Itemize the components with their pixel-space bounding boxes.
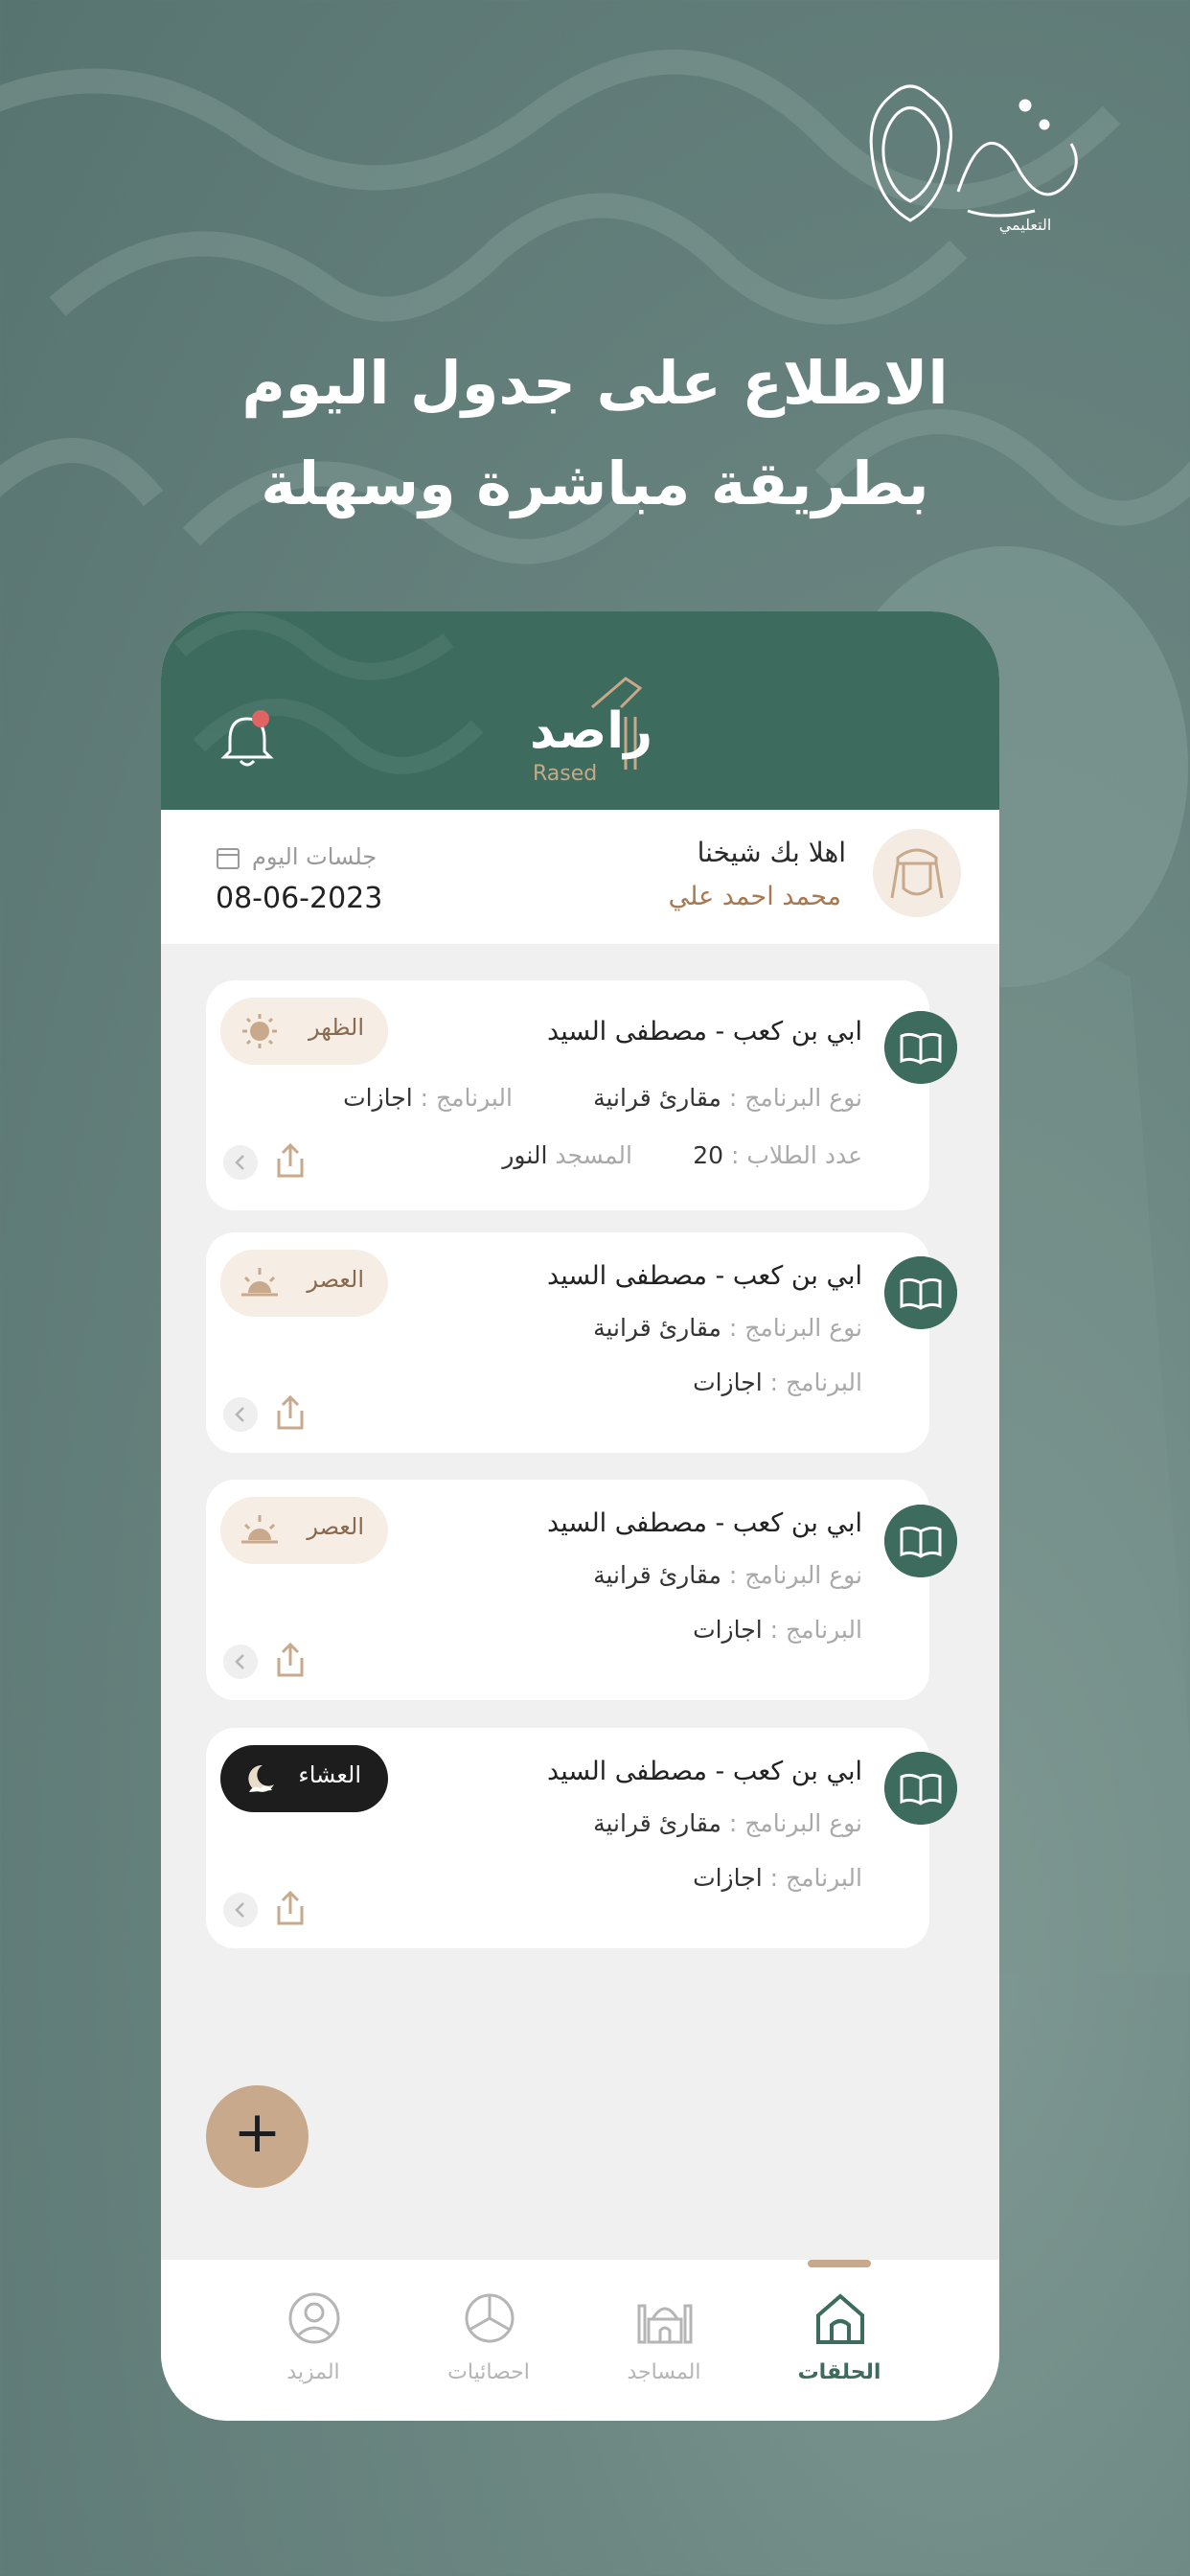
students-label: عدد الطلاب [746, 1141, 862, 1169]
program-value: اجازات [693, 1616, 763, 1644]
app-logo-arabic: راصد [530, 702, 653, 760]
book-icon [884, 1011, 957, 1084]
card-title: ابي بن كعب - مصطفى السيد [547, 1508, 862, 1538]
sunset-icon [240, 1264, 280, 1302]
nav-item-more[interactable] [241, 2288, 385, 2394]
nav-label: المساجد [627, 2360, 701, 2384]
prayer-time-label: العصر [307, 1513, 364, 1540]
prayer-time-chip[interactable] [220, 998, 388, 1065]
app-header [161, 611, 999, 810]
separator: : [728, 1084, 738, 1112]
card-title: ابي بن كعب - مصطفى السيد [547, 1261, 862, 1291]
session-card[interactable] [206, 1232, 929, 1453]
notification-dot [252, 710, 269, 727]
pie-chart-icon [460, 2288, 519, 2348]
separator: : [730, 1141, 740, 1169]
nav-label: الحلقات [797, 2360, 881, 2384]
session-card[interactable] [206, 1480, 929, 1700]
program-label: البرنامج [785, 1368, 862, 1396]
nav-label: احصائيات [447, 2360, 530, 2384]
sunset-icon [240, 1511, 280, 1550]
prayer-time-label: العصر [307, 1266, 364, 1293]
program-value: اجازات [343, 1084, 413, 1112]
type-label: نوع البرنامج [744, 1809, 862, 1837]
nav-item-mosques[interactable] [592, 2288, 736, 2394]
sessions-date: 08-06-2023 [216, 882, 383, 915]
add-session-button[interactable] [206, 2085, 309, 2188]
sun-icon [240, 1012, 280, 1050]
plus-icon: + [233, 2099, 282, 2166]
user-circle-icon [285, 2288, 344, 2348]
moon-icon [240, 1760, 280, 1798]
greeting-text: اهلا بك شيخنا [697, 837, 846, 868]
user-name: محمد احمد علي [668, 882, 841, 911]
phone-mockup [161, 611, 999, 2421]
separator: : [769, 1616, 779, 1644]
chevron-left-icon[interactable] [223, 1397, 258, 1432]
prayer-time-chip[interactable] [220, 1745, 388, 1812]
type-value: مقارئ قرانية [593, 1314, 721, 1342]
calendar-icon [216, 845, 240, 870]
prayer-time-chip[interactable] [220, 1497, 388, 1564]
headline-line-1: الاطلاع على جدول اليوم [241, 348, 949, 418]
share-icon[interactable] [273, 1141, 308, 1180]
home-icon [811, 2288, 870, 2348]
mosque-value: النور [502, 1141, 548, 1169]
prayer-time-label: الظهر [309, 1014, 364, 1041]
card-title: ابي بن كعب - مصطفى السيد [547, 1757, 862, 1786]
share-icon[interactable] [273, 1889, 308, 1927]
sessions-label: جلسات اليوم [252, 843, 378, 870]
type-value: مقارئ قرانية [593, 1084, 721, 1112]
nav-item-circles[interactable] [767, 2288, 911, 2394]
brand-logo [853, 67, 1092, 249]
nav-label: المزيد [286, 2360, 340, 2384]
type-value: مقارئ قرانية [593, 1561, 721, 1589]
session-card[interactable] [206, 1728, 929, 1948]
mosque-label: المسجد [555, 1141, 632, 1169]
program-label: البرنامج [435, 1084, 513, 1112]
type-label: نوع البرنامج [744, 1561, 862, 1589]
separator: : [728, 1809, 738, 1837]
program-value: اجازات [693, 1864, 763, 1892]
bottom-nav [161, 2260, 999, 2421]
prayer-time-label: العشاء [298, 1761, 361, 1788]
separator: : [420, 1084, 429, 1112]
chevron-left-icon[interactable] [223, 1644, 258, 1679]
type-label: نوع البرنامج [744, 1084, 862, 1112]
notification-bell-icon[interactable] [218, 707, 276, 774]
type-label: نوع البرنامج [744, 1314, 862, 1342]
program-label: البرنامج [785, 1864, 862, 1892]
card-title: ابي بن كعب - مصطفى السيد [547, 1017, 862, 1046]
prayer-time-chip[interactable] [220, 1250, 388, 1317]
separator: : [769, 1864, 779, 1892]
nav-item-statistics[interactable] [417, 2288, 561, 2394]
separator: : [769, 1368, 779, 1396]
nav-active-indicator [808, 2260, 871, 2267]
separator: : [728, 1314, 738, 1342]
share-icon[interactable] [273, 1393, 308, 1432]
program-value: اجازات [693, 1368, 763, 1396]
mosque-icon [635, 2288, 695, 2348]
session-card[interactable] [206, 980, 929, 1210]
welcome-panel [161, 810, 999, 944]
program-label: البرنامج [785, 1616, 862, 1644]
type-value: مقارئ قرانية [593, 1809, 721, 1837]
svg-text:التعليمي: التعليمي [998, 216, 1052, 234]
book-icon [884, 1752, 957, 1825]
share-icon[interactable] [273, 1641, 308, 1679]
students-value: 20 [693, 1141, 723, 1169]
book-icon [884, 1505, 957, 1577]
chevron-left-icon[interactable] [223, 1893, 258, 1927]
separator: : [728, 1561, 738, 1589]
book-icon [884, 1256, 957, 1329]
headline-line-2: بطريقة مباشرة وسهلة [261, 448, 929, 518]
app-logo-english: Rased [533, 762, 598, 786]
chevron-left-icon[interactable] [223, 1145, 258, 1180]
avatar[interactable] [873, 829, 961, 917]
